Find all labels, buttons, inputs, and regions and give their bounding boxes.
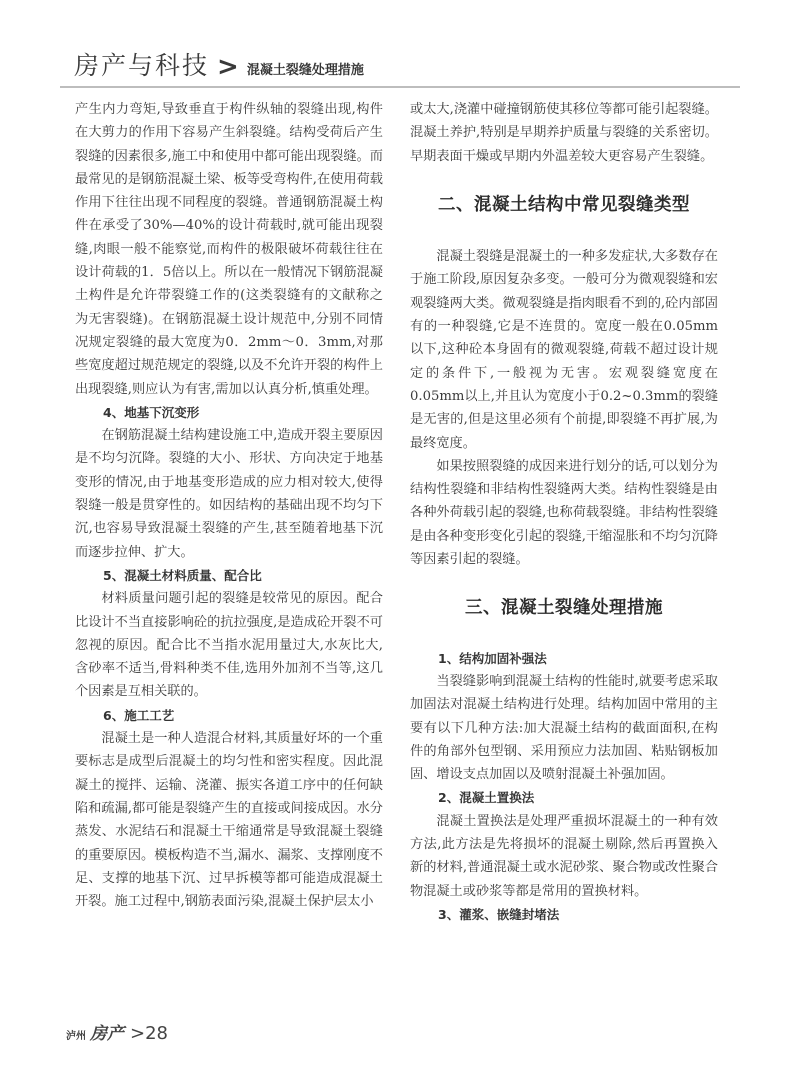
paragraph: 混凝土裂缝是混凝土的一种多发症状,大多数存在于施工阶段,原因复杂多变。一般可分为微观裂缝和宏观裂缝两大类。微观裂缝是指肉眼看不到的,砼内部固有的一种裂缝,它是不连贯的。宽度一般在0.05mm以下,这种砼本身固有的微观裂缝,荷载不超过设计规定的条件下,一般视为无害。宏观裂缝宽度在0.05mm以上,并且认为宽度小于0.2~0.3mm的裂缝是无害的,但是这里必须有个前提,即裂缝不再扩展,为最终宽度。	[410, 249, 719, 451]
right-column	[410, 98, 718, 926]
left-column	[75, 98, 383, 913]
subheading: 4、地基下沉变形	[103, 404, 200, 420]
page-number: 28	[145, 1023, 168, 1044]
subheading: 3、灌浆、嵌缝封堵法	[438, 906, 560, 922]
header-rule	[60, 86, 740, 88]
subheading: 1、结构加固补强法	[438, 650, 547, 666]
running-header	[74, 42, 364, 82]
section-heading: 二、混凝土结构中常见裂缝类型	[438, 194, 690, 215]
footer-logo: 房产	[90, 1024, 124, 1044]
magazine-title: 房产与科技	[74, 51, 210, 80]
paragraph: 在钢筋混凝土结构建设施工中,造成开裂主要原因是不均匀沉降。裂缝的大小、形状、方向决定于地基变形的情况,由于地基变形造成的应力相对较大,使得裂缝一般是贯穿性的。如因结构的基础出现不均匀下沉,也容易导致混凝土裂缝的产生,甚至随着地基下沉而逐步拉伸、扩大。	[75, 428, 383, 560]
chevron-right-icon: >	[130, 1023, 146, 1044]
section-heading: 三、混凝土裂缝处理措施	[465, 598, 663, 619]
subheading: 5、混凝土材料质量、配合比	[103, 567, 262, 583]
paragraph: 混凝土是一种人造混合材料,其质量好坏的一个重要标志是成型后混凝土的均匀性和密实程度。因此混凝土的搅拌、运输、浇灌、振实各道工序中的任何缺陷和疏漏,都可能是裂缝产生的直接或间接成因。水分蒸发、水泥结石和混凝土干缩通常是导致混凝土裂缝的重要原因。模板构造不当,漏水、漏浆、支撑刚度不足、支撑的地基下沉、过早拆模等都可能造成混凝土开裂。施工过程中,钢筋表面污染,混凝土保护层太小	[75, 731, 383, 910]
section-title: 混凝土裂缝处理措施	[246, 63, 364, 78]
page-footer	[66, 1019, 168, 1044]
paragraph: 当裂缝影响到混凝土结构的性能时,就要考虑采取加固法对混凝土结构进行处理。结构加固中常用的主要有以下几种方法:加大混凝土结构的截面面积,在构件的角部外包型钢、采用预应力法加固、粘贴钢板加固、增设支点加固以及喷射混凝土补强加固。	[410, 673, 718, 783]
paragraph: 材料质量问题引起的裂缝是较常见的原因。配合比设计不当直接影响砼的抗拉强度,是造成砼开裂不可忽视的原因。配合比不当指水泥用量过大,水灰比大,含砂率不适当,骨料种类不佳,选用外加剂不当等,这几个因素是互相关联的。	[75, 591, 383, 700]
paragraph: 产生内力弯矩,导致垂直于构件纵轴的裂缝出现,构件在大剪力的作用下容易产生斜裂缝。结构受荷后产生裂缝的因素很多,施工中和使用中都可能出现裂缝。而最常见的是钢筋混凝土梁、板等受弯构件,在使用荷载作用下往往出现不同程度的裂缝。普通钢筋混凝土构件在承受了30%—40%的设计荷载时,就可能出现裂缝,肉眼一般不能察觉,而构件的极限破坏荷载往往在设计荷载的1．5倍以上。所以在一般情况下钢筋混凝土构件是允许带裂缝工作的(这类裂缝有的文献称之为无害裂缝)。在钢筋混凝土设计规范中,分别不同情况规定裂缝的最大宽度为0．2mm～0．3mm,对那些宽度超过规范规定的裂缝,以及不允许开裂的构件上出现裂缝,则应认为有害,需加以认真分析,慎重处理。	[75, 102, 383, 397]
paragraph: 混凝土置换法是处理严重损坏混凝土的一种有效方法,此方法是先将损坏的混凝土剔除,然后再置换入新的材料,普通混凝土或水泥砂浆、聚合物或改性聚合物混凝土或砂浆等都是常用的置换材料。	[410, 813, 718, 899]
paragraph: 如果按照裂缝的成因来进行划分的话,可以划分为结构性裂缝和非结构性裂缝两大类。结构性裂缝是由各种外荷载引起的裂缝,也称荷载裂缝。非结构性裂缝是由各种变形变化引起的裂缝,干缩湿胀和不均匀沉降等因素引起的裂缝。	[410, 458, 718, 568]
subheading: 2、混凝土置换法	[438, 790, 535, 806]
footer-city: 泸州	[66, 1031, 86, 1042]
subheading: 6、施工工艺	[103, 707, 175, 723]
paragraph: 或太大,浇灌中碰撞钢筋使其移位等都可能引起裂缝。混凝土养护,特别是早期养护质量与裂缝的关系密切。早期表面干燥或早期内外温差较大更容易产生裂缝。	[410, 102, 718, 164]
chevron-right-icon: >	[217, 52, 239, 82]
